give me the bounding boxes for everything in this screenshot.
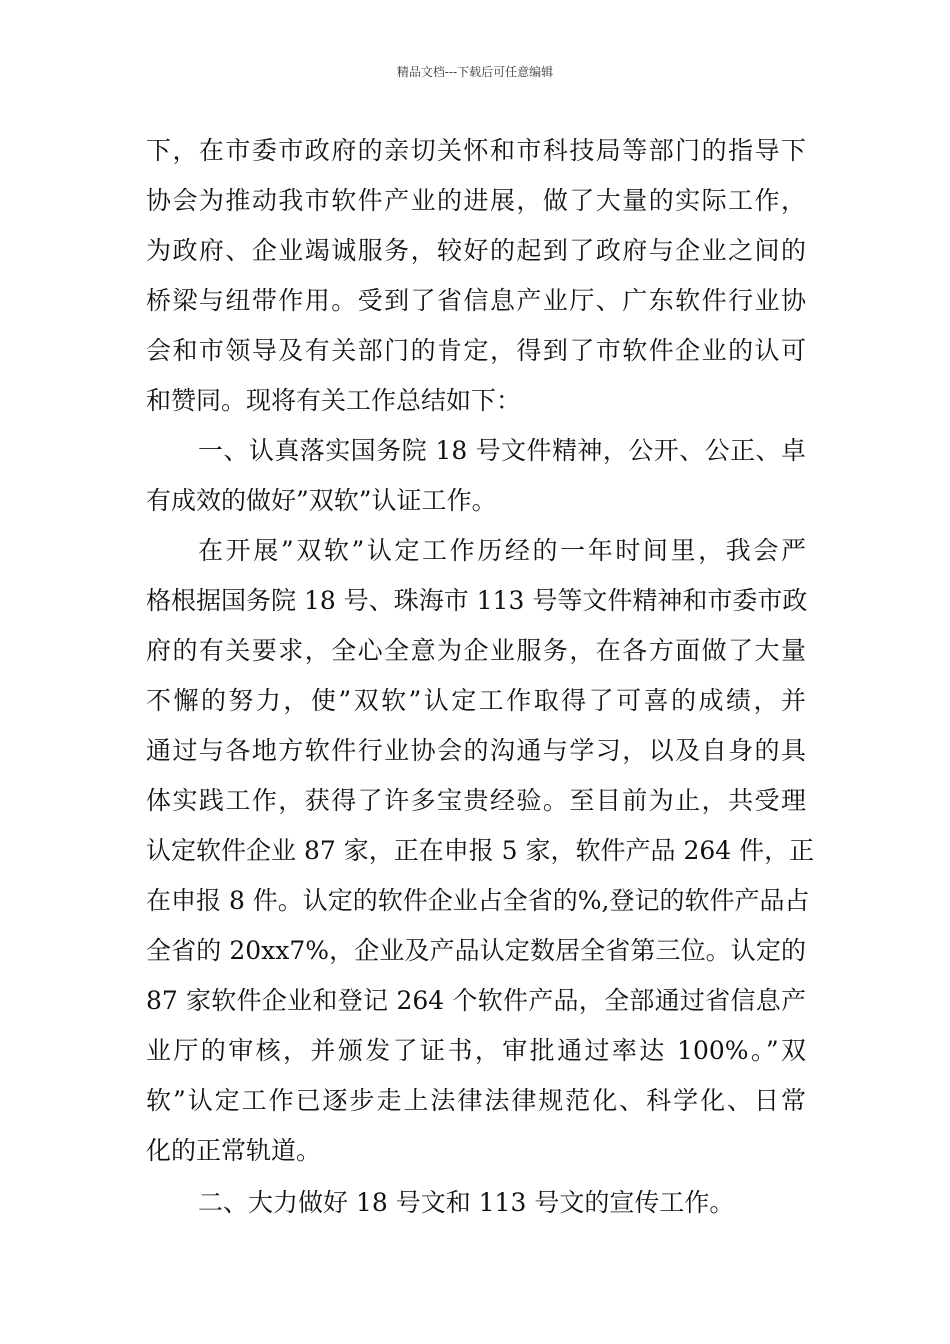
paragraph-line: 下，在市委市政府的亲切关怀和市科技局等部门的指导下	[146, 136, 806, 165]
section-heading-line: 二、大力做好 18 号文和 113 号文的宣传工作。	[198, 1188, 735, 1217]
paragraph-line: 府的有关要求，全心全意为企业服务，在各方面做了大量	[146, 636, 806, 665]
paragraph-line: 化的正常轨道。	[146, 1136, 322, 1165]
paragraph-line: 在申报 8 件。认定的软件企业占全省的%,登记的软件产品占	[146, 886, 810, 915]
section-heading-line: 有成效的做好”双软”认证工作。	[146, 486, 497, 515]
paragraph-line: 和赞同。现将有关工作总结如下：	[146, 386, 522, 415]
paragraph-line: 为政府、企业竭诚服务，较好的起到了政府与企业之间的	[146, 236, 806, 265]
paragraph-line: 体实践工作，获得了许多宝贵经验。至目前为止，共受理	[146, 786, 806, 815]
paragraph-line: 不懈的努力，使”双软”认定工作取得了可喜的成绩，并	[146, 686, 806, 715]
paragraph-line: 在开展”双软”认定工作历经的一年时间里，我会严	[198, 536, 806, 565]
paragraph-line: 通过与各地方软件行业协会的沟通与学习，以及自身的具	[146, 736, 806, 765]
paragraph-line: 桥梁与纽带作用。受到了省信息产业厅、广东软件行业协	[146, 286, 806, 315]
paragraph-line: 格根据国务院 18 号、珠海市 113 号等文件精神和市委市政	[146, 586, 808, 615]
paragraph-line: 软”认定工作已逐步走上法律法律规范化、科学化、日常	[146, 1086, 806, 1115]
paragraph-line: 会和市领导及有关部门的肯定，得到了市软件企业的认可	[146, 336, 806, 365]
document-body	[146, 126, 815, 1228]
paragraph-line: 协会为推动我市软件产业的进展，做了大量的实际工作，	[146, 186, 806, 215]
paragraph-line: 87 家软件企业和登记 264 个软件产品，全部通过省信息产	[146, 986, 806, 1015]
section-heading-line: 一、认真落实国务院 18 号文件精神，公开、公正、卓	[198, 436, 806, 465]
paragraph-line: 业厅的审核，并颁发了证书，审批通过率达 100%。”双	[146, 1036, 806, 1065]
paragraph-line: 认定软件企业 87 家，正在申报 5 家，软件产品 264 件，正	[146, 836, 815, 865]
paragraph-line: 全省的 20xx7%，企业及产品认定数居全省第三位。认定的	[146, 936, 806, 965]
page-header: 精品文档---下载后可任意编辑	[396, 65, 554, 79]
